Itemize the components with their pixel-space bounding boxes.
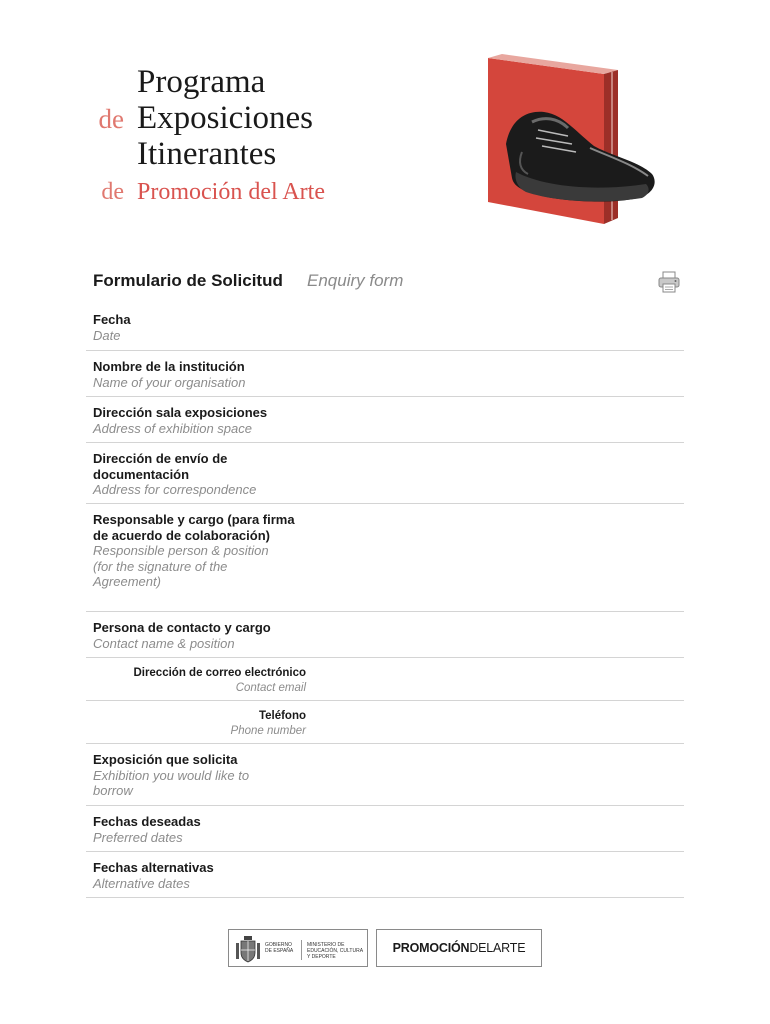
field-label-es: Nombre de la institución [93, 359, 245, 374]
printer-icon[interactable] [657, 270, 681, 294]
field-label-en: Responsible person & position (for the signature of the Agreement) [93, 543, 269, 589]
institution-name-input[interactable] [326, 353, 684, 394]
field-fechas-alternativas [86, 852, 684, 898]
ministry-label: MINISTERIO DE EDUCACIÓN, CULTURA Y DEPORTE [307, 942, 363, 960]
field-label-en: Alternative dates [93, 875, 190, 891]
field-responsable-cargo [86, 504, 684, 612]
field-label-en: Address for correspondence [93, 482, 257, 497]
field-label-es: Responsable y cargo (para firma de acuerdo de colaboración) [93, 512, 295, 543]
brand-bold: PROMOCIÓN [392, 941, 470, 955]
title-line-programa: Programa [137, 64, 266, 100]
form-title-en: Enquiry form [307, 271, 404, 290]
field-label-es: Persona de contacto y cargo [93, 620, 271, 635]
exhibition-address-input[interactable] [326, 399, 684, 440]
field-label-es: Teléfono [258, 710, 306, 722]
field-label-es: Fechas deseadas [93, 814, 201, 829]
field-label-en: Exhibition you would like to borrow [93, 767, 250, 798]
form-header [93, 270, 685, 300]
field-correo-electronico [86, 658, 684, 701]
field-fechas-deseadas [86, 806, 684, 852]
field-fecha [86, 304, 684, 351]
responsible-person-input[interactable] [326, 506, 684, 609]
promocion-del-arte-logo [376, 929, 542, 967]
phone-input[interactable] [326, 703, 684, 741]
field-label-es: Dirección de envío de documentación [93, 451, 228, 482]
field-label-en: Name of your organisation [93, 374, 246, 390]
brand-light: DELARTE [469, 941, 526, 955]
preferred-dates-input[interactable] [326, 808, 684, 849]
coat-of-arms-icon [235, 935, 261, 968]
gov-divider [301, 940, 302, 960]
field-exposicion [86, 744, 684, 806]
field-nombre-institucion [86, 351, 684, 397]
field-direccion-sala [86, 397, 684, 443]
title-line-itinerantes: Itinerantes [137, 136, 277, 172]
field-label-es: Dirección sala exposiciones [93, 405, 268, 420]
correspondence-address-input[interactable] [326, 445, 684, 501]
title-line-promocion [101, 174, 325, 210]
field-persona-contacto [86, 612, 684, 658]
fecha-input[interactable] [326, 306, 684, 348]
book-with-shoe-image [472, 52, 672, 228]
contact-name-input[interactable] [326, 614, 684, 655]
title-prefix-de: de [98, 104, 124, 134]
title-prefix-de-2: de [101, 179, 124, 205]
alternative-dates-input[interactable] [326, 854, 684, 895]
field-label-es: Fecha [93, 312, 131, 327]
field-label-en: Contact name & position [93, 635, 235, 651]
title-exposiciones-text: Exposiciones [137, 100, 313, 136]
title-promocion-text: Promoción del Arte [137, 179, 325, 205]
field-label-en: Date [93, 327, 121, 343]
government-logo [228, 929, 368, 967]
gov-label: GOBIERNO DE ESPAÑA [265, 942, 294, 954]
title-line-exposiciones [98, 100, 313, 136]
field-label-en: Contact email [235, 681, 306, 694]
field-direccion-envio [86, 443, 684, 504]
field-label-es: Exposición que solicita [93, 752, 238, 767]
field-label-en: Preferred dates [93, 829, 183, 845]
field-label-en: Address of exhibition space [93, 420, 252, 436]
email-input[interactable] [326, 660, 684, 698]
field-telefono [86, 701, 684, 744]
field-label-es: Dirección de correo electrónico [133, 667, 306, 679]
enquiry-form-fields [86, 304, 684, 898]
field-label-en: Phone number [230, 724, 306, 737]
field-label-es: Fechas alternativas [93, 860, 214, 875]
form-title-es: Formulario de Solicitud [93, 271, 283, 290]
exhibition-input[interactable] [326, 746, 684, 803]
